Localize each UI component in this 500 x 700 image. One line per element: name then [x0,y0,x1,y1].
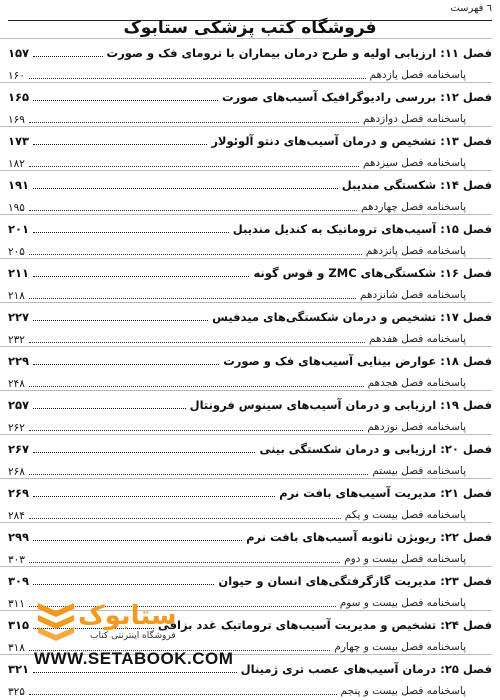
dot-leader [29,77,366,79]
dot-leader [33,539,242,541]
dot-leader [29,253,362,255]
page-number: ۳۲۵ [8,686,25,698]
dot-leader [29,517,341,519]
page-number: ۲۶۹ [8,486,30,500]
chapter-title: فصل ۱۷: تشخیص و درمان شکستگی‌های میدفیس [212,310,492,324]
page-number: ۲۶۸ [8,466,25,478]
watermark-brand: ستابوک [78,601,177,631]
toc-chapter-row [0,390,500,412]
answer-key-title: پاسخنامه فصل بیست و چهارم [334,641,466,653]
dot-leader [33,363,219,365]
dot-leader [33,99,218,101]
chapter-title: فصل ۱۵: آسیب‌های تروماتیک به کندیل مندیبل [232,222,492,236]
page-number: ۲۴۸ [8,378,25,390]
toc-answer-row [0,192,500,214]
dot-leader [33,671,237,673]
answer-key-title: پاسخنامه فصل بیستم [372,465,466,477]
page-number: ۲۲۹ [8,354,30,368]
dot-leader [33,55,102,57]
answer-key-title: پاسخنامه فصل دوازدهم [362,113,466,125]
toc-answer-row [0,148,500,170]
answer-key-title: پاسخنامه فصل چهاردهم [361,201,466,213]
answer-key-title: پاسخنامه فصل یازدهم [369,69,466,81]
page-number: ۱۹۵ [8,202,25,214]
toc-chapter-row [0,82,500,104]
dot-leader [33,627,154,629]
page-number: ۲۱۱ [8,266,30,280]
toc-answer-row [0,632,500,654]
page-number: ۱۷۳ [8,134,30,148]
toc-answer-row [0,676,500,698]
chapter-title: فصل ۲۴: تشخیص و مدیریت آسیب‌های تروماتیک غدد بزاقی [157,618,492,632]
table-of-contents [0,38,500,698]
dot-leader [29,121,359,123]
page-number: ۲۵۷ [8,398,30,412]
dot-leader [29,605,336,607]
toc-chapter-row [0,434,500,456]
dot-leader [29,561,340,563]
page-number: ۱۶۹ [8,114,25,126]
page-number: ۲۸۴ [8,510,25,522]
toc-answer-row [0,104,500,126]
dot-leader [29,385,364,387]
page-number: ۲۲۷ [8,310,30,324]
toc-answer-row [0,500,500,522]
page-number: ۲۶۷ [8,442,30,456]
store-title: فروشگاه کتب پزشکی ستابوک [123,18,377,38]
chapter-title: فصل ۲۵: درمان آسیب‌های عصب تری ژمینال [240,662,492,676]
toc-answer-row [0,544,500,566]
answer-key-title: پاسخنامه فصل پانزدهم [365,245,466,257]
dot-leader [29,165,359,167]
answer-key-title: پاسخنامه فصل بیست و دوم [344,553,466,565]
toc-chapter-row [0,170,500,192]
chapter-title: فصل ۱۱: ارزیابی اولیه و طرح درمان بیماران با ترومای فک و صورت [106,46,492,60]
page-number: ۳۱۵ [8,618,30,632]
chapter-title: فصل ۱۳: تشخیص و درمان آسیب‌های دنتو آلوئولار [211,134,492,148]
dot-leader [29,649,330,651]
dot-leader [33,495,275,497]
dot-leader [29,473,368,475]
toc-answer-row [0,236,500,258]
page-number: ۱۶۰ [8,70,25,82]
answer-key-title: پاسخنامه فصل بیست و یکم [344,509,466,521]
dot-leader [33,319,208,321]
chapter-title: فصل ۲۲: ریویژن ثانویه آسیب‌های بافت نرم [246,530,492,544]
page-number: ۲۳۲ [8,334,25,346]
page-number: ۲۱۸ [8,290,25,302]
page-number: ۲۹۹ [8,530,30,544]
answer-key-title: پاسخنامه فصل هفدهم [369,333,466,345]
page-number: ۲۰۱ [8,222,30,236]
answer-key-title: پاسخنامه فصل شانزدهم [360,289,466,301]
toc-chapter-row [0,126,500,148]
page-number: ۱۵۷ [8,46,30,60]
dot-leader [33,407,186,409]
dot-leader [29,341,365,343]
page-number: ۲۶۲ [8,422,25,434]
toc-answer-row [0,368,500,390]
toc-chapter-row [0,346,500,368]
toc-chapter-row [0,258,500,280]
page-number: ۱۶۵ [8,90,30,104]
toc-chapter-row [0,610,500,632]
toc-answer-row [0,588,500,610]
toc-chapter-row [0,38,500,60]
toc-answer-row [0,60,500,82]
watermark-url: WWW.SETABOOK.COM [34,649,234,668]
chapter-title: فصل ۱۹: ارزیابی و درمان آسیب‌های سینوس فرونتال [189,398,492,412]
toc-chapter-row [0,654,500,676]
toc-answer-row [0,456,500,478]
toc-chapter-row [0,478,500,500]
chapter-title: فصل ۲۱: مدیریت آسیب‌های بافت نرم [279,486,492,500]
answer-key-title: پاسخنامه فصل سیزدهم [362,157,466,169]
toc-chapter-row [0,302,500,324]
dot-leader [33,231,229,233]
dot-leader [29,209,357,211]
page-number: ۳۰۳ [8,554,25,566]
toc-answer-row [0,280,500,302]
chapter-title: فصل ۲۰: ارزیابی و درمان شکستگی بینی [259,442,492,456]
dot-leader [33,275,249,277]
page-number: ۱۹۱ [8,178,30,192]
page-number: ۳۲۱ [8,662,30,676]
answer-key-title: پاسخنامه فصل نوزدهم [367,421,466,433]
toc-answer-row [0,324,500,346]
page-number: ۳۱۱ [8,598,25,610]
toc-answer-row [0,412,500,434]
answer-key-title: پاسخنامه فصل بیست و سوم [339,597,466,609]
dot-leader [29,429,363,431]
dot-leader [29,297,356,299]
dot-leader [29,693,337,695]
toc-chapter-row [0,214,500,236]
chapter-title: فصل ۱۲: بررسی رادیوگرافیک آسیب‌های صورت [221,90,492,104]
toc-chapter-row [0,566,500,588]
dot-leader [33,451,255,453]
dot-leader [33,583,214,585]
dot-leader [33,143,207,145]
chapter-title: فصل ۲۳: مدیریت گازگرفتگی‌های انسان و حیوان [218,574,492,588]
page-number: ۳۰۹ [8,574,30,588]
page-number: ۲۰۵ [8,246,25,258]
answer-key-title: پاسخنامه فصل هجدهم [367,377,466,389]
page-number: ۳۱۸ [8,642,25,654]
chapter-title: فصل ۱۶: شکستگی‌های ZMC و قوس گونه [253,266,492,280]
chapter-title: فصل ۱۴: شکستگی مندیبل [341,178,492,192]
toc-chapter-row [0,522,500,544]
chapter-title: فصل ۱۸: عوارض بینایی آسیب‌های فک و صورت [223,354,492,368]
answer-key-title: پاسخنامه فصل بیست و پنجم [340,685,466,697]
watermark-tagline: فروشگاه اینترنتی کتاب [90,631,176,641]
header-label: ٦ فهرست [450,3,492,14]
dot-leader [33,187,338,189]
page-number: ۱۸۲ [8,158,25,170]
